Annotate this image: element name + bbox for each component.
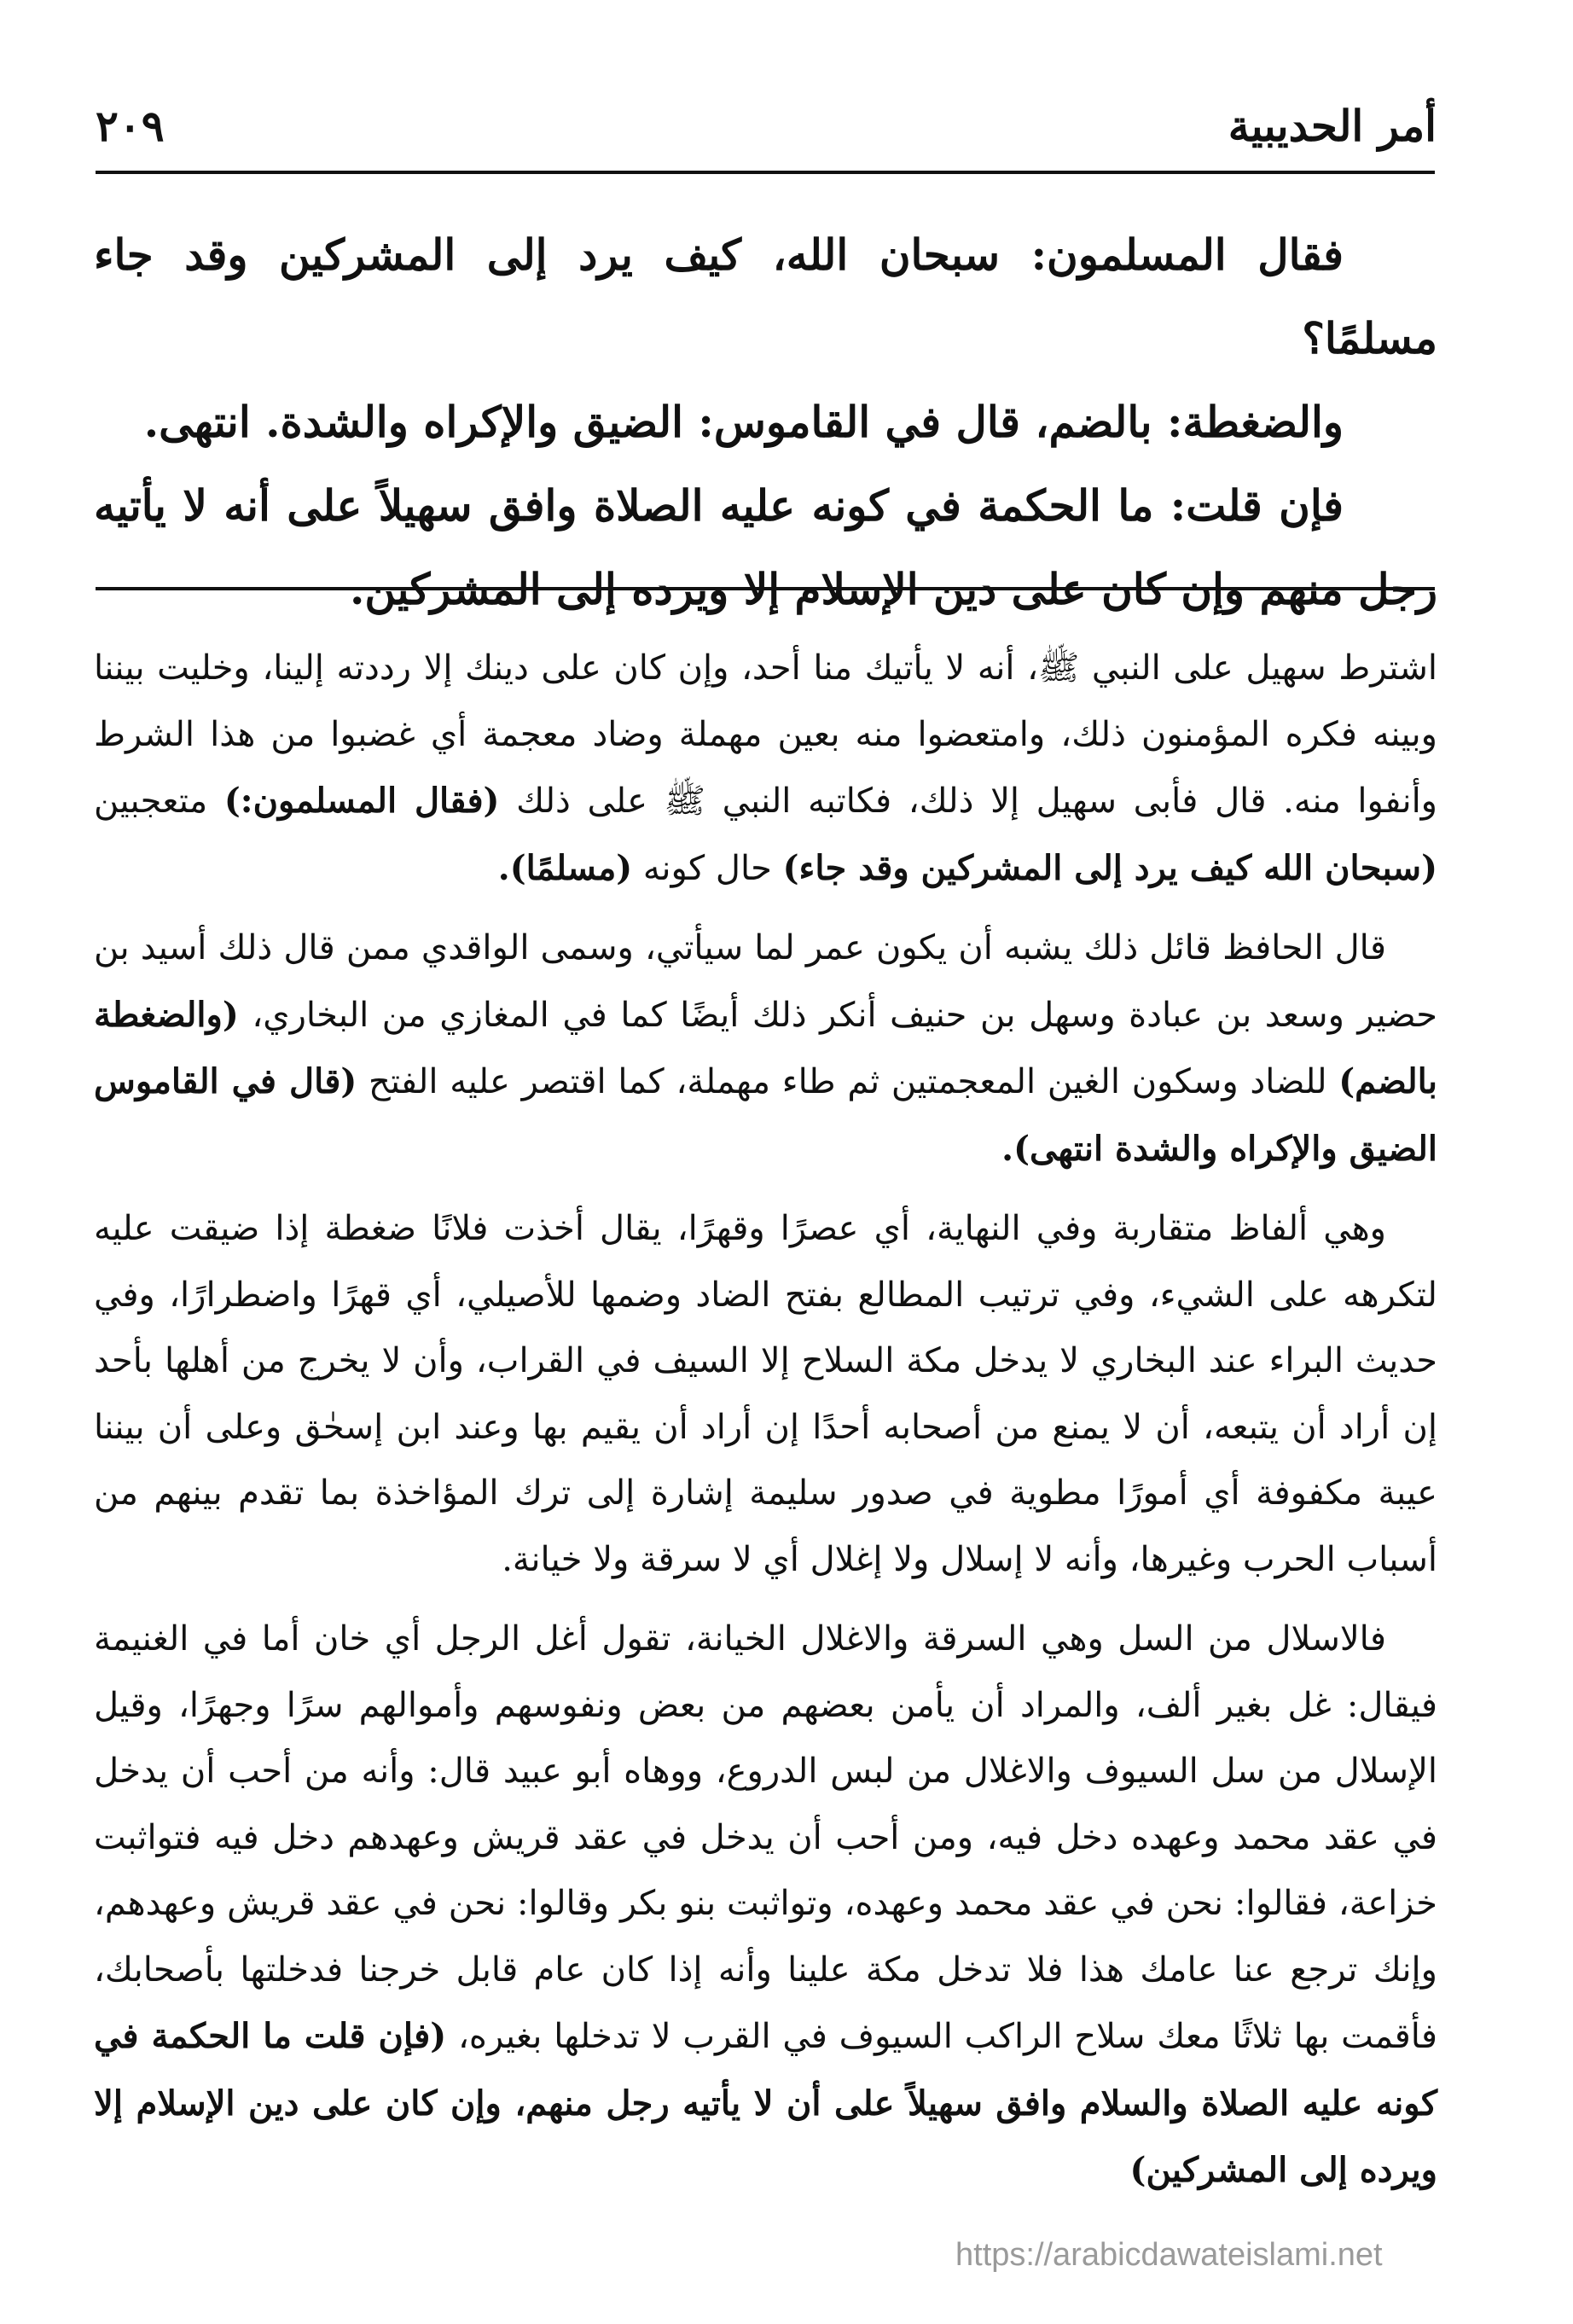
matn-line: فإن قلت: ما الحكمة في كونه عليه الصلاة وافق سهيلاً على أنه لا يأتيه رجل منهم وإن كان على دين الإسلام إلا ويرده إلى المشركين. [94,480,1437,614]
commentary-text: قال الحافظ قائل ذلك يشبه أن يكون عمر لما سيأتي، وسمى الواقدي ممن قال ذلك أسيد بن حضير وسعد بن عبادة وسهل بن حنيف أنكر ذلك أيضًا كما في المغازي من البخاري، [94,928,1437,1035]
header-rule [96,171,1435,174]
quoted-matn-text: (فقال المسلمون:) [223,781,500,821]
quoted-matn-text: (مسلمًا). [497,847,633,888]
page-header [96,101,1437,167]
commentary-divider [96,587,1435,590]
commentary-text: فالاسلال من السل وهي السرقة والاغلال الخيانة، تقول أغل الرجل أي خان أما في الغنيمة فيقال: غل بغير ألف، والمراد أن يأمن بعضهم من بعض ونفوسهم وأموالهم سرًا وجهرًا، وقيل الإسلال من سل السيوف والاغلال من لبس الدروع، ووهاه أبو عبيد قال: وأنه من أحب أن يدخل في عقد محمد وعهده دخل فيه، ومن أحب أن يدخل في عقد قريش وعهدهم دخل فيه فتواثبت خزاعة، فقالوا: نحن في عقد محمد وعهده، وتواثبت بنو بكر وقالوا: نحن في عقد قريش وعهدهم، وإنك ترجع عنا عامك هذا فلا تدخل مكة علينا وأنه إذا كان عام قابل خرجنا فدخلتها بأصحابك، فأقمت بها ثلاثًا معك سلاح الراكب السيوف في القرب لا تدخلها بغيره، [94,1619,1437,2056]
commentary-text: للضاد وسكون الغين المعجمتين ثم طاء مهملة، كما اقتصر عليه الفتح [357,1062,1339,1101]
chapter-title: أمر الحديبية [1228,101,1437,151]
commentary-paragraph [94,1606,1437,2205]
commentary-text: متعجبين [94,781,224,821]
commentary-text: وهي ألفاظ متقاربة وفي النهاية، أي عصرًا وقهرًا، يقال أخذت فلانًا ضغطة إذا ضيقت عليه لتكرهه على الشيء، وفي ترتيب المطالع بفتح الضاد وضمها للأصيلي، أي قهرًا واضطرارًا، وفي حديث البراء عند البخاري لا يدخل مكة السلاح إلا السيف في القراب، وأن لا يخرج من أهلها بأحد إن أراد أن يتبعه، أن لا يمنع من أصحابه أحدًا إن أراد أن يقيم بها وعند ابن إسحٰق وعلى أن بيننا عيبة مكفوفة أي أمورًا مطوية في صدور سليمة إشارة إلى ترك المؤاخذة بما تقدم بينهم من أسباب الحرب وغيرها، وأنه لا إسلال ولا إغلال أي لا سرقة ولا خيانة. [94,1209,1437,1579]
matn-line: فقال المسلمون: سبحان الله، كيف يرد إلى المشركين وقد جاء مسلمًا؟ [94,229,1437,363]
commentary-text: اشترط سهيل على النبي ﷺ، أنه لا يأتيك منا أحد، وإن كان على دينك إلا رددته إلينا، وخليت بيننا وبينه فكره المؤمنون ذلك، وامتعضوا منه بعين مهملة وضاد معجمة أي غضبوا من هذا الشرط وأنفوا منه. قال فأبى سهيل إلا ذلك، فكاتبه النبي ﷺ على ذلك [94,648,1438,821]
commentary-block [94,636,1437,2218]
page-number: ٢٠٩ [96,101,165,151]
commentary-paragraph [94,1196,1437,1593]
commentary-paragraph [94,915,1437,1182]
quoted-matn-text: (سبحان الله كيف يرد إلى المشركين وقد جاء) [782,847,1437,888]
quoted-matn-text: (فإن قلت ما الحكمة في كونه عليه الصلاة والسلام وافق سهيلاً على أن لا يأتيه رجل منهم، وإن كان على دين الإسلام إلا ويرده إلى المشركين) [94,2016,1438,2190]
commentary-text: حال كونه [632,848,783,888]
watermark-url: https://arabicdawateislami.net [955,2237,1383,2273]
matn-line: والضغطة: بالضم، قال في القاموس: الضيق والإكراه والشدة. انتهى. [143,397,1344,447]
quoted-matn-text: (والضغطة بالضم) [94,994,1437,1101]
commentary-paragraph [94,636,1437,902]
main-text-block [94,213,1437,631]
quoted-matn-text: (قال في القاموس الضيق والإكراه والشدة انتهى). [94,1061,1437,1169]
